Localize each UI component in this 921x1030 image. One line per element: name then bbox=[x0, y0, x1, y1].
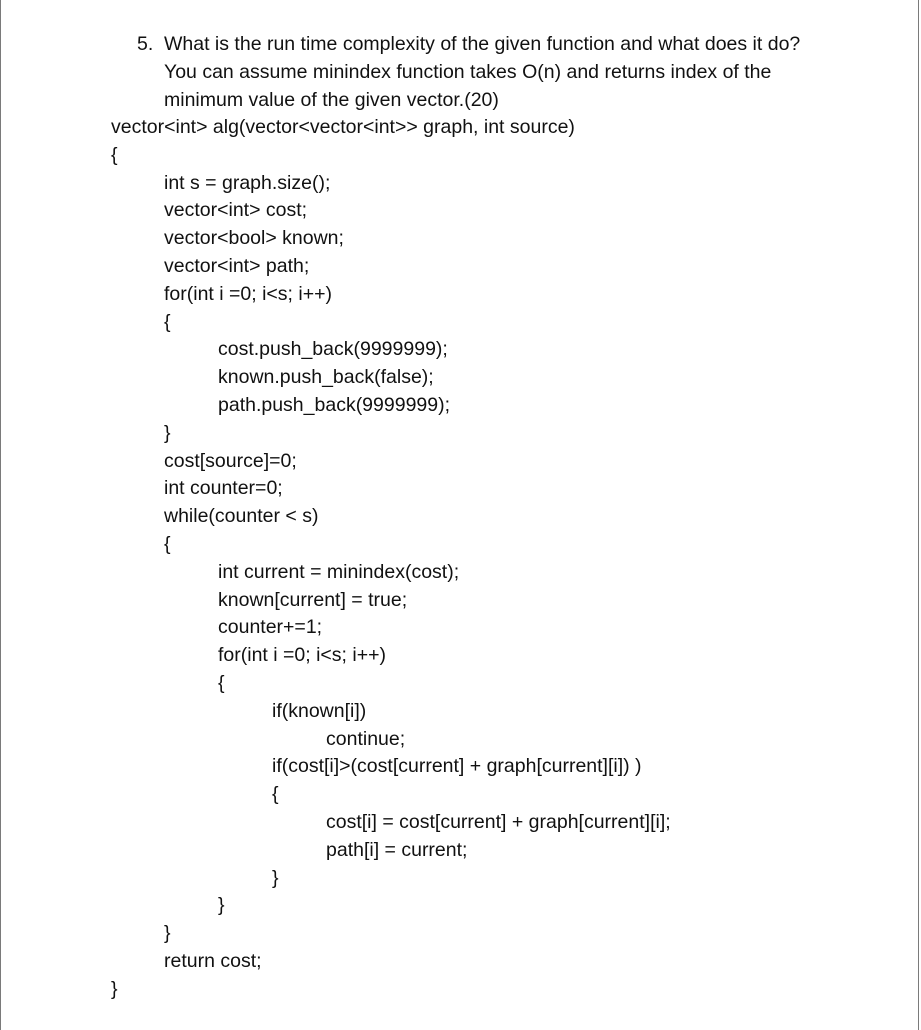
code-line: vector<int> path; bbox=[164, 255, 310, 277]
code-line: { bbox=[164, 533, 171, 555]
code-line: while(counter < s) bbox=[164, 505, 319, 528]
code-line: } bbox=[111, 977, 118, 1000]
code-line: } bbox=[272, 866, 279, 889]
code-line: } bbox=[164, 421, 171, 444]
code-line: for(int i =0; i<s; i++) bbox=[218, 644, 386, 667]
code-line: known.push_back(false); bbox=[218, 366, 434, 389]
question-block bbox=[137, 31, 837, 114]
code-line: { bbox=[218, 672, 225, 694]
question-text: What is the run time complexity of the given function and what does it do? You can assume minindex function takes O(n) and returns index of the minimum value of the given vector.(20) bbox=[164, 33, 801, 111]
code-line: int counter=0; bbox=[164, 477, 283, 500]
code-line: counter+=1; bbox=[218, 616, 323, 639]
code-line: continue; bbox=[326, 727, 406, 750]
code-line: if(cost[i]>(cost[current] + graph[current][i]) ) bbox=[272, 755, 642, 778]
code-line: vector<int> alg(vector<vector<int>> graph, int source) bbox=[111, 116, 575, 138]
code-line: cost.push_back(9999999); bbox=[218, 338, 448, 361]
code-line: cost[source]=0; bbox=[164, 449, 297, 472]
code-line: path.push_back(9999999); bbox=[218, 394, 451, 416]
code-line: vector<int> cost; bbox=[164, 199, 308, 222]
code-line: int current = minindex(cost); bbox=[218, 560, 460, 583]
code-line: { bbox=[164, 310, 171, 333]
code-line: path[i] = current; bbox=[326, 838, 468, 861]
code-line: } bbox=[164, 922, 171, 945]
code-line: return cost; bbox=[164, 950, 262, 972]
code-line: known[current] = true; bbox=[218, 588, 408, 611]
code-line: vector<bool> known; bbox=[164, 227, 344, 250]
code-line: int s = graph.size(); bbox=[164, 171, 331, 194]
code-line: } bbox=[218, 894, 225, 917]
code-line: { bbox=[272, 783, 279, 806]
code-line: for(int i =0; i<s; i++) bbox=[164, 282, 332, 305]
code-line: cost[i] = cost[current] + graph[current][i]; bbox=[326, 811, 671, 833]
code-line: if(known[i]) bbox=[272, 699, 367, 722]
question-number: 5. bbox=[137, 33, 154, 55]
code-line: { bbox=[111, 143, 118, 166]
